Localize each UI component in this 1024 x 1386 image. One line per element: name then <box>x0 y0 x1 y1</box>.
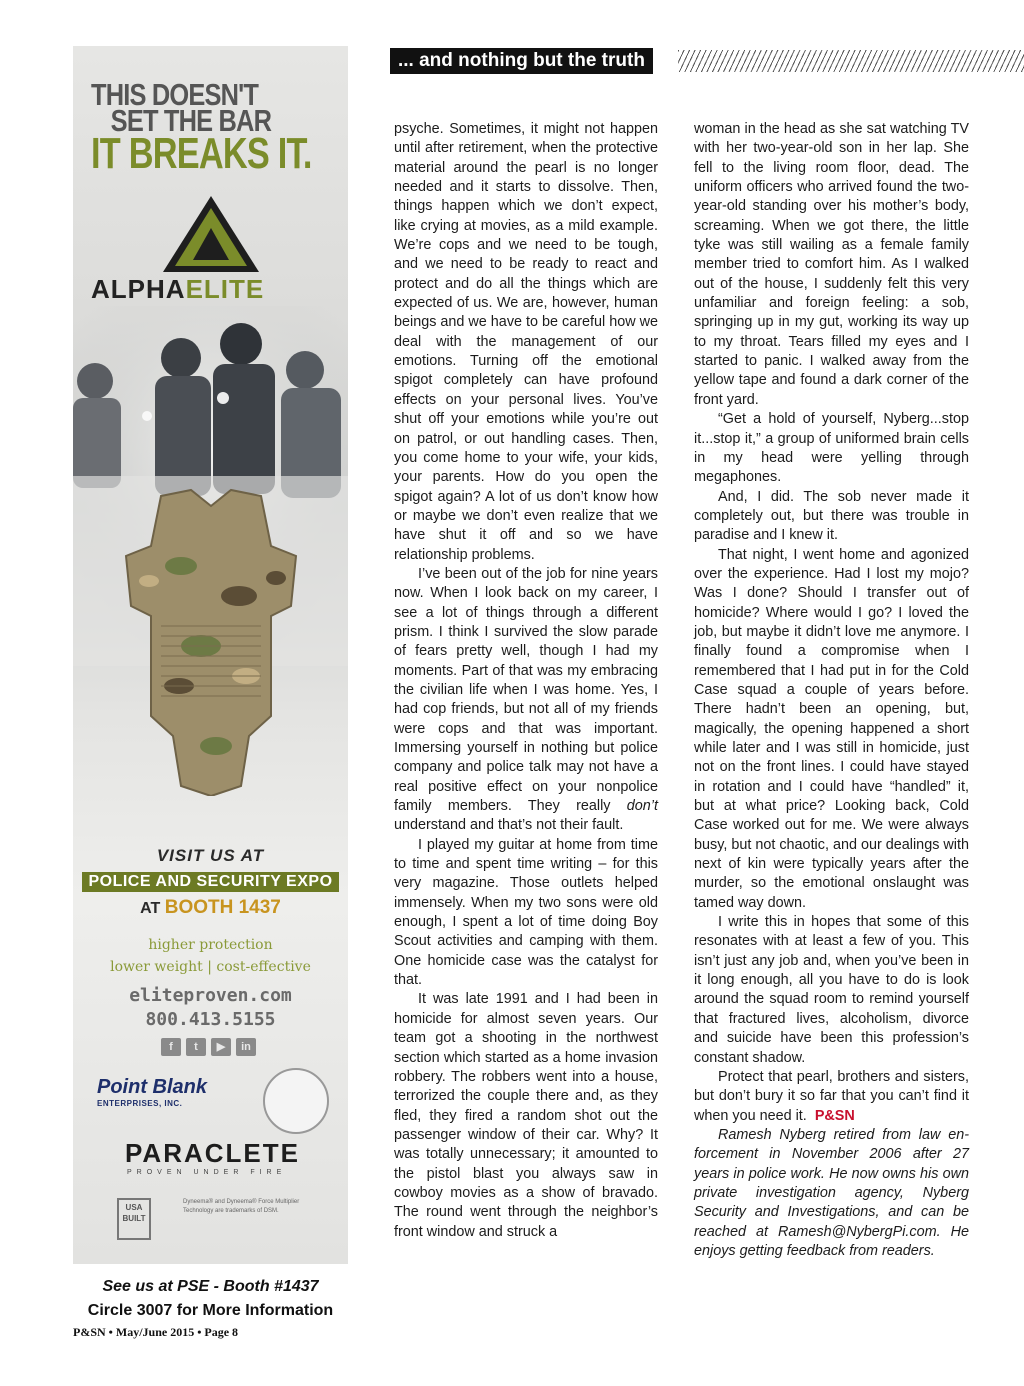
paragraph: That night, I went home and agonized over the experience. Had I lost my mojo? Was I done? Should I transfer out of homicide? Where would I go? I loved the job, but maybe it didn’t love me anymore. I finally found a compromise when I remembered that I had put in for the Cold Case squad a couple of years before. There hadn’t been an opening, but, magically, the opening happened a short while later and I was still in homicide, just not on the front lines. I could have stayed in rotation and I could have “handled” it, but at what price? Looking back, Cold Case worked out for me. We were always busy, but not chaotic, and our dealings with next of kin were typically years after the murder, so the emotional onslaught was tamed way down. <box>694 546 969 911</box>
paraclete-tagline: PROVEN UNDER FIRE <box>127 1169 287 1176</box>
ad-visit-at: AT <box>140 900 161 917</box>
ad-brand-part2: ELITE <box>185 274 265 304</box>
ad-headline <box>91 77 341 178</box>
ad-headline-line1: THIS DOESN'T <box>91 77 259 112</box>
ad-phone-number: 800.413.5155 <box>145 1009 276 1030</box>
ad-features <box>73 934 348 978</box>
section-header <box>390 48 1024 74</box>
ad-booth-number: BOOTH 1437 <box>164 897 281 918</box>
paragraph: I played my guitar at home from time to time and spent time writing – for this very magazine. Those outlets helped immensely. When my two sons were old enough, I spent a lot of time doing Boy Scout activities and camping with them. One homicide case was the catalyst for that. <box>394 836 658 989</box>
article-column-2 <box>694 120 969 1261</box>
header-hatch-decoration <box>678 50 1024 72</box>
pointblank-name: Point Blank <box>97 1076 208 1098</box>
usa-built-badge: USA BUILT <box>117 1198 151 1240</box>
facebook-icon[interactable]: f <box>161 1038 181 1056</box>
paragraph: And, I did. The sob never made it completely out, but there was trouble in paradise and I knew it. <box>694 488 969 544</box>
emphasis: don’t <box>626 798 658 815</box>
ad-visit-line1: VISIT US AT <box>156 846 265 865</box>
end-mark: P&SN <box>814 1107 855 1124</box>
body-armor-vest-photo <box>121 486 301 796</box>
ad-visit-block <box>73 846 348 919</box>
youtube-icon[interactable]: ▶ <box>211 1038 231 1056</box>
pointblank-subtitle: ENTERPRISES, INC. <box>97 1099 183 1108</box>
ad-feature-line1: higher protection <box>148 937 273 953</box>
author-bio: Ramesh Nyberg retired from law enforcement in November 2006 after 27 years in police work. He now owns his own private investigation agency, Nyberg Security and Investigations, and can be reached at Ramesh@NybergPi.com. He enjoys getting feedback from readers. <box>694 1126 969 1259</box>
paragraph: I’ve been out of the job for nine years now. When I look back on my career, I see a lot of things through a different prism. I think I survived the slow parade of fears pretty well, though I had my moments. Part of that was my embracing the civilian life when I was home. Yes, I had cop friends, but not all of my friends were cops and that was important. Immersing yourself in nothing but police company and police talk may not have a real positive effect on your nonpolice family members. They really don’t understand and that’s not their fault. <box>394 565 658 834</box>
ad-website-link[interactable]: eliteproven.com <box>129 985 292 1006</box>
paragraph: I write this in hopes that some of this resonates with at least a few of you. This isn’t just any job and, when you’ve been in it long enough, all you have to do is look around the squad room to remind yourself that fractured lives, alcoholism, divorce and suicide have been this profession’s constant shadow. <box>694 914 969 1066</box>
dyneema-seal-icon <box>263 1068 329 1134</box>
paragraph: Protect that pearl, brothers and sisters, but don’t bury it so far that you can’t find it when you need it. P&SN <box>694 1068 969 1124</box>
paragraph: psyche. Sometimes, it might not happen until after retirement, when the protective material around the pearl is no longer needed and it starts to dissolve. Then, things happen which we don’t expect, like crying at movies, as a mild example. We’re cops and we need to be tough, and we need to be ready to react and protect and do all the things which are expected of us. We are, however, human beings and we have to be careful how we deal with the management of our emotions. Turning off the emotional spigot completely can have profound effects on your personal lives. You’ve shut off your emotions while you’re out on patrol, or out handling cases. Then, you come home to your wife, your kids, your parents. How do you open the spigot again? A lot of us don’t know how or maybe we don’t even realize that we have shut it off and so we have relationship problems. <box>394 121 658 563</box>
paragraph: “Get a hold of yourself, Nyberg...stop it...stop it,” a group of uniformed brain cells in my head were yelling through megaphones. <box>694 411 969 486</box>
ad-visit-line3 <box>73 897 348 919</box>
ad-caption-circle: Circle 3007 for More Information <box>87 1302 334 1319</box>
ad-feature-line2: lower weight | cost-effective <box>110 959 311 975</box>
paragraph: woman in the head as she sat watching TV with her two-year-old son in her lap. She fell to the living room floor, dead. The uniform officers who arrived found the two-year-old standing over his mother’s body, screaming. When we got there, the little tyke was still wailing as a female family member tried to comfort him. As I walked out of the house, I suddenly felt this very unfamiliar and foreign feeling: a sob, springing up in my gut, working its way up to my throat. Tears filled my eyes and I started to panic. I walked away from the yellow tape and found a dark corner of the front yard. <box>694 121 969 408</box>
article-column-1 <box>394 120 658 1242</box>
ad-visit-line2: POLICE AND SECURITY EXPO <box>82 872 338 892</box>
twitter-icon[interactable]: t <box>186 1038 206 1056</box>
alpha-elite-logo-icon <box>161 194 261 274</box>
advertisement[interactable] <box>73 46 348 1264</box>
ad-contact <box>73 984 348 1032</box>
ad-headline-line3: IT BREAKS IT. <box>91 129 312 178</box>
ad-social-icons <box>161 1038 256 1056</box>
linkedin-icon[interactable]: in <box>236 1038 256 1056</box>
paraclete-name: PARACLETE <box>125 1138 300 1168</box>
page-folio: P&SN • May/June 2015 • Page 8 <box>73 1325 239 1339</box>
ad-brand-part1: ALPHA <box>91 274 186 304</box>
paraclete-logo <box>95 1138 335 1176</box>
point-blank-logo <box>97 1076 207 1108</box>
ad-fineprint: Dyneema® and Dyneema® Force Multiplier Technology are trademarks of DSM. <box>183 1199 300 1214</box>
section-title: ... and nothing but the truth <box>390 48 653 74</box>
ad-caption <box>73 1276 348 1324</box>
ad-headline-line2: SET THE BAR <box>110 103 272 138</box>
paragraph: It was late 1991 and I had been in homicide for almost seven years. Our team got a shooting in the northwest section which started as a home invasion robbery. The robbers went into a house, terrorized the couple there and, as they fled, they fired a random shot out the passenger window of their car. Why? It was totally unnecessary; it amounted to the pistol blast you always saw in cowboy movies as a show of bravado. The round went through the neighbor’s front window and struck a <box>394 991 658 1240</box>
ad-brand-name <box>91 274 331 305</box>
ad-caption-booth: See us at PSE - Booth #1437 <box>102 1278 319 1295</box>
